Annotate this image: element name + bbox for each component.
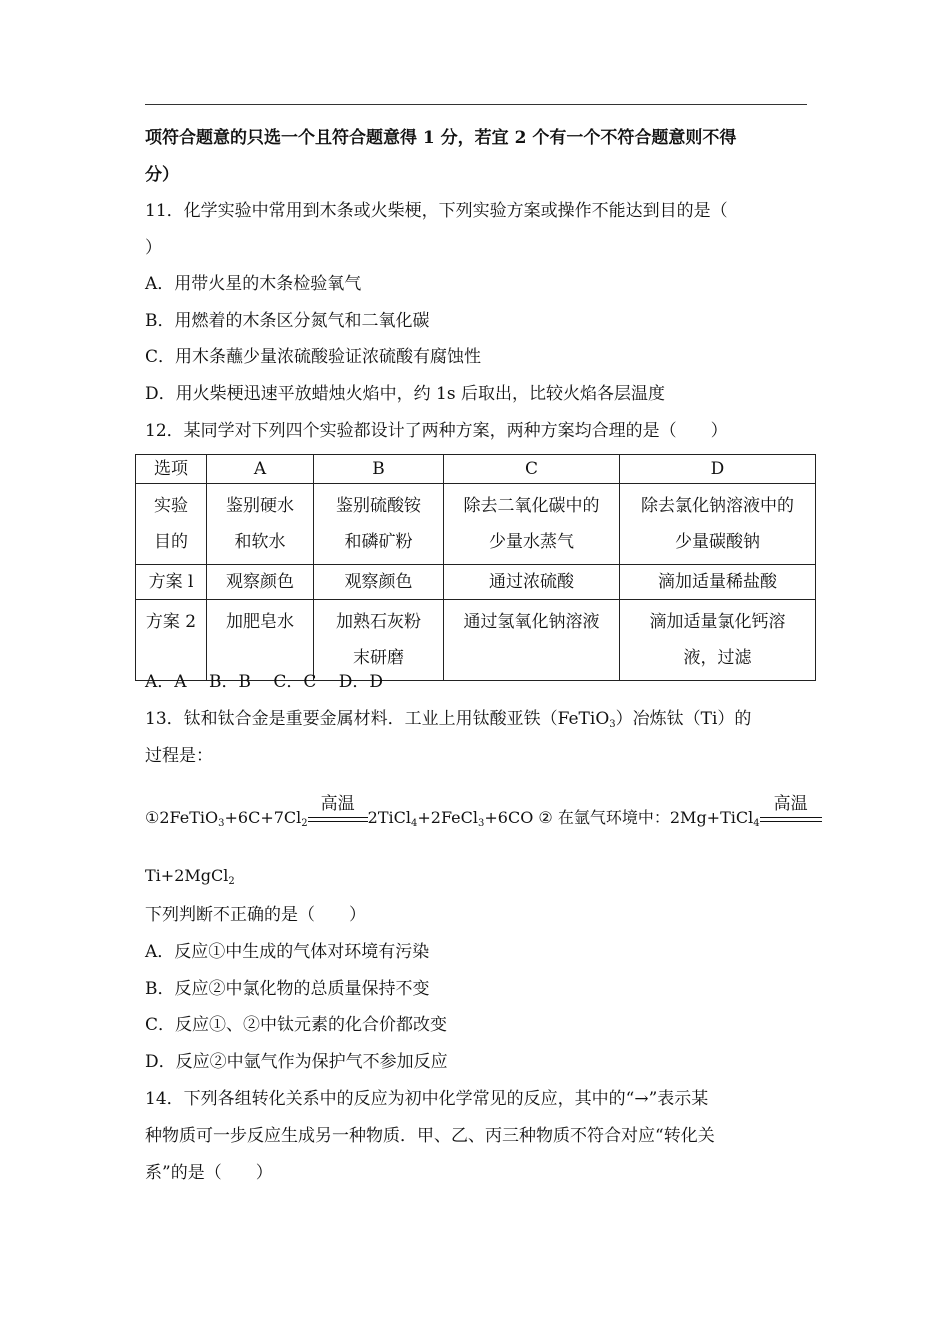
row-label-purpose: 实验 目的 <box>136 484 207 565</box>
section-intro-line2: 分） <box>145 165 179 185</box>
eq1-right: 2TiCl$_4$+2FeCl$_3$+6CO <box>367 808 534 829</box>
q12-table <box>135 454 816 681</box>
eq1-equals-arrow <box>308 793 368 823</box>
q11-option-a: A．用带火星的木条检验氧气 <box>145 274 362 294</box>
q13-stem-line1: 13．钛和钛合金是重要金属材料．工业上用钛酸亚铁（FeTiO$_3$）冶炼钛（Ti）的 <box>145 709 752 730</box>
q13-option-a: A．反应①中生成的气体对环境有污染 <box>145 942 430 962</box>
q11-option-d: D．用火柴梗迅速平放蜡烛火焰中，约 1s 后取出，比较火焰各层温度 <box>145 384 665 404</box>
table-row-purpose <box>136 484 816 565</box>
header-cell: C <box>444 455 620 484</box>
row-label-plan2: 方案 2 <box>136 600 207 681</box>
table-cell: 滴加适量稀盐酸 <box>620 565 816 600</box>
eq1-marker: ① <box>145 808 160 827</box>
header-cell: D <box>620 455 816 484</box>
q11-stem-line1: 11．化学实验中常用到木条或火柴梗，下列实验方案或操作不能达到目的是（ <box>145 201 728 221</box>
header-cell: B <box>314 455 444 484</box>
table-cell: 通过浓硫酸 <box>444 565 620 600</box>
table-cell: 加肥皂水 <box>207 600 314 681</box>
table-cell: 鉴别硫酸铵 和磷矿粉 <box>314 484 444 565</box>
table-cell: 加熟石灰粉 末研磨 <box>314 600 444 681</box>
row-label-plan1: 方案 l <box>136 565 207 600</box>
q11-option-b: B．用燃着的木条区分氮气和二氧化碳 <box>145 311 430 331</box>
eq2-equals-arrow <box>760 793 822 823</box>
q11-stem-line2: ） <box>145 238 162 258</box>
q14-stem-line3: 系”的是（ ） <box>145 1163 273 1183</box>
table-cell: 除去二氧化碳中的 少量水蒸气 <box>444 484 620 565</box>
eq1-condition: 高温 <box>320 793 355 814</box>
q14-stem-line1: 14．下列各组转化关系中的反应为初中化学常见的反应，其中的“→”表示某 <box>145 1089 709 1109</box>
header-cell: 选项 <box>136 455 207 484</box>
header-cell: A <box>207 455 314 484</box>
eq2-text: 在氩气环境中： <box>557 808 670 827</box>
eq2-condition: 高温 <box>773 793 808 814</box>
q13-stem-line2: 过程是： <box>145 746 213 766</box>
table-row-header <box>136 455 816 484</box>
q13-option-c: C．反应①、②中钛元素的化合价都改变 <box>145 1015 448 1035</box>
table-row-plan1 <box>136 565 816 600</box>
q11-option-c: C．用木条蘸少量浓硫酸验证浓硫酸有腐蚀性 <box>145 347 482 367</box>
table-cell: 鉴别硬水 和软水 <box>207 484 314 565</box>
table-row-plan2 <box>136 600 816 681</box>
eq2-left: 2Mg+TiCl$_4$ <box>669 808 760 829</box>
eq2-right: Ti+2MgCl$_2$ <box>145 866 235 887</box>
table-cell: 除去氯化钠溶液中的 少量碳酸钠 <box>620 484 816 565</box>
header-rule <box>145 104 807 105</box>
section-intro-line1: 项符合题意的只选一个且符合题意得 1 分，若宜 2 个有一个不符合题意则不得 <box>145 128 737 148</box>
q13-ask: 下列判断不正确的是（ ） <box>145 905 366 925</box>
q12-stem: 12．某同学对下列四个实验都设计了两种方案，两种方案均合理的是（ ） <box>145 421 728 441</box>
eq1-left: $2FeTiO_3+6C+7Cl_2$ <box>159 808 308 829</box>
q13-option-b: B．反应②中氯化物的总质量保持不变 <box>145 979 430 999</box>
q13-option-d: D．反应②中氩气作为保护气不参加反应 <box>145 1052 448 1072</box>
table-cell: 通过氢氧化钠溶液 <box>444 600 620 681</box>
q13-equation-line <box>145 793 822 829</box>
eq2-marker: ② <box>538 808 553 827</box>
q14-stem-line2: 种物质可一步反应生成另一种物质．甲、乙、丙三种物质不符合对应“转化关 <box>145 1126 715 1146</box>
table-cell: 观察颜色 <box>207 565 314 600</box>
table-cell: 滴加适量氯化钙溶 液，过滤 <box>620 600 816 681</box>
q12-options: A．A B．B C．C D．D <box>145 672 384 692</box>
table-cell: 观察颜色 <box>314 565 444 600</box>
